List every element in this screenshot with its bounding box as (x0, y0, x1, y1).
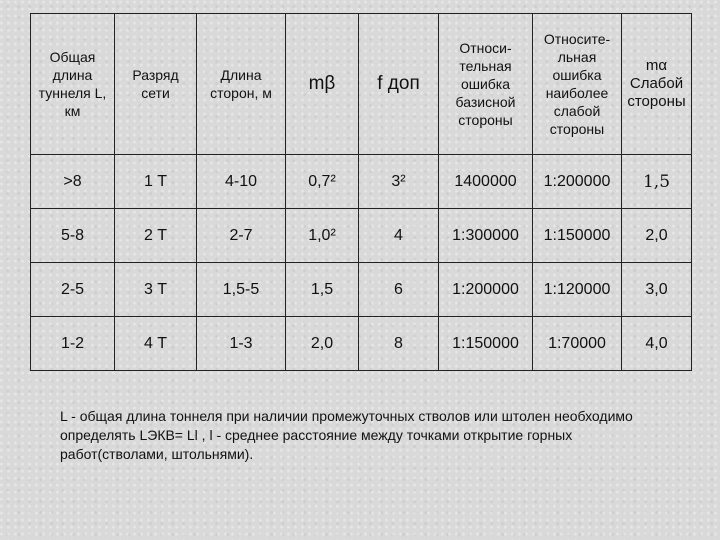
cell-weak-error: 1:150000 (533, 209, 622, 263)
table-row (31, 209, 692, 263)
cell-f: 3² (359, 155, 439, 209)
table-row (31, 155, 692, 209)
header-f-allowed: f доп (359, 14, 439, 155)
cell-side: 1,5-5 (197, 263, 286, 317)
header-weakest-side-error: Относите-льная ошибка наиболее слабой стороны (533, 14, 622, 155)
footnote-text: L - общая длина тоннеля при наличии промежуточных стволов или штолен необходимо определять LЭКВ= Ll , l - среднее расстояние между точками открытие горных работ(стволами, штольнями). (60, 408, 633, 462)
cell-m-alpha: 3,0 (622, 263, 692, 317)
cell-side: 4-10 (197, 155, 286, 209)
header-base-side-error: Относи-тельная ошибка базисной стороны (439, 14, 533, 155)
cell-length: >8 (31, 155, 115, 209)
cell-m-alpha: 1,5 (622, 155, 692, 209)
cell-length: 1-2 (31, 317, 115, 371)
cell-weak-error: 1:120000 (533, 263, 622, 317)
cell-class: 4 Т (115, 317, 197, 371)
cell-m-alpha: 4,0 (622, 317, 692, 371)
cell-class: 3 Т (115, 263, 197, 317)
cell-base-error: 1:150000 (439, 317, 533, 371)
cell-f: 8 (359, 317, 439, 371)
cell-m-alpha: 2,0 (622, 209, 692, 263)
header-m-alpha: mα Слабой стороны (622, 14, 692, 155)
cell-length: 5-8 (31, 209, 115, 263)
header-side-length: Длина сторон, м (197, 14, 286, 155)
cell-f: 6 (359, 263, 439, 317)
cell-class: 1 Т (115, 155, 197, 209)
cell-base-error: 1400000 (439, 155, 533, 209)
cell-base-error: 1:200000 (439, 263, 533, 317)
cell-side: 1-3 (197, 317, 286, 371)
table-row (31, 317, 692, 371)
cell-m-beta: 0,7² (286, 155, 359, 209)
cell-length: 2-5 (31, 263, 115, 317)
header-row (31, 14, 692, 155)
table-row (31, 263, 692, 317)
cell-m-beta: 1,0² (286, 209, 359, 263)
cell-side: 2-7 (197, 209, 286, 263)
tunnel-accuracy-table (30, 13, 692, 371)
header-m-beta: mβ (286, 14, 359, 155)
cell-m-beta: 2,0 (286, 317, 359, 371)
cell-m-beta: 1,5 (286, 263, 359, 317)
cell-weak-error: 1:200000 (533, 155, 622, 209)
cell-weak-error: 1:70000 (533, 317, 622, 371)
header-tunnel-length: Общая длина туннеля L, км (31, 14, 115, 155)
header-network-class: Разряд сети (115, 14, 197, 155)
cell-class: 2 Т (115, 209, 197, 263)
cell-f: 4 (359, 209, 439, 263)
cell-base-error: 1:300000 (439, 209, 533, 263)
